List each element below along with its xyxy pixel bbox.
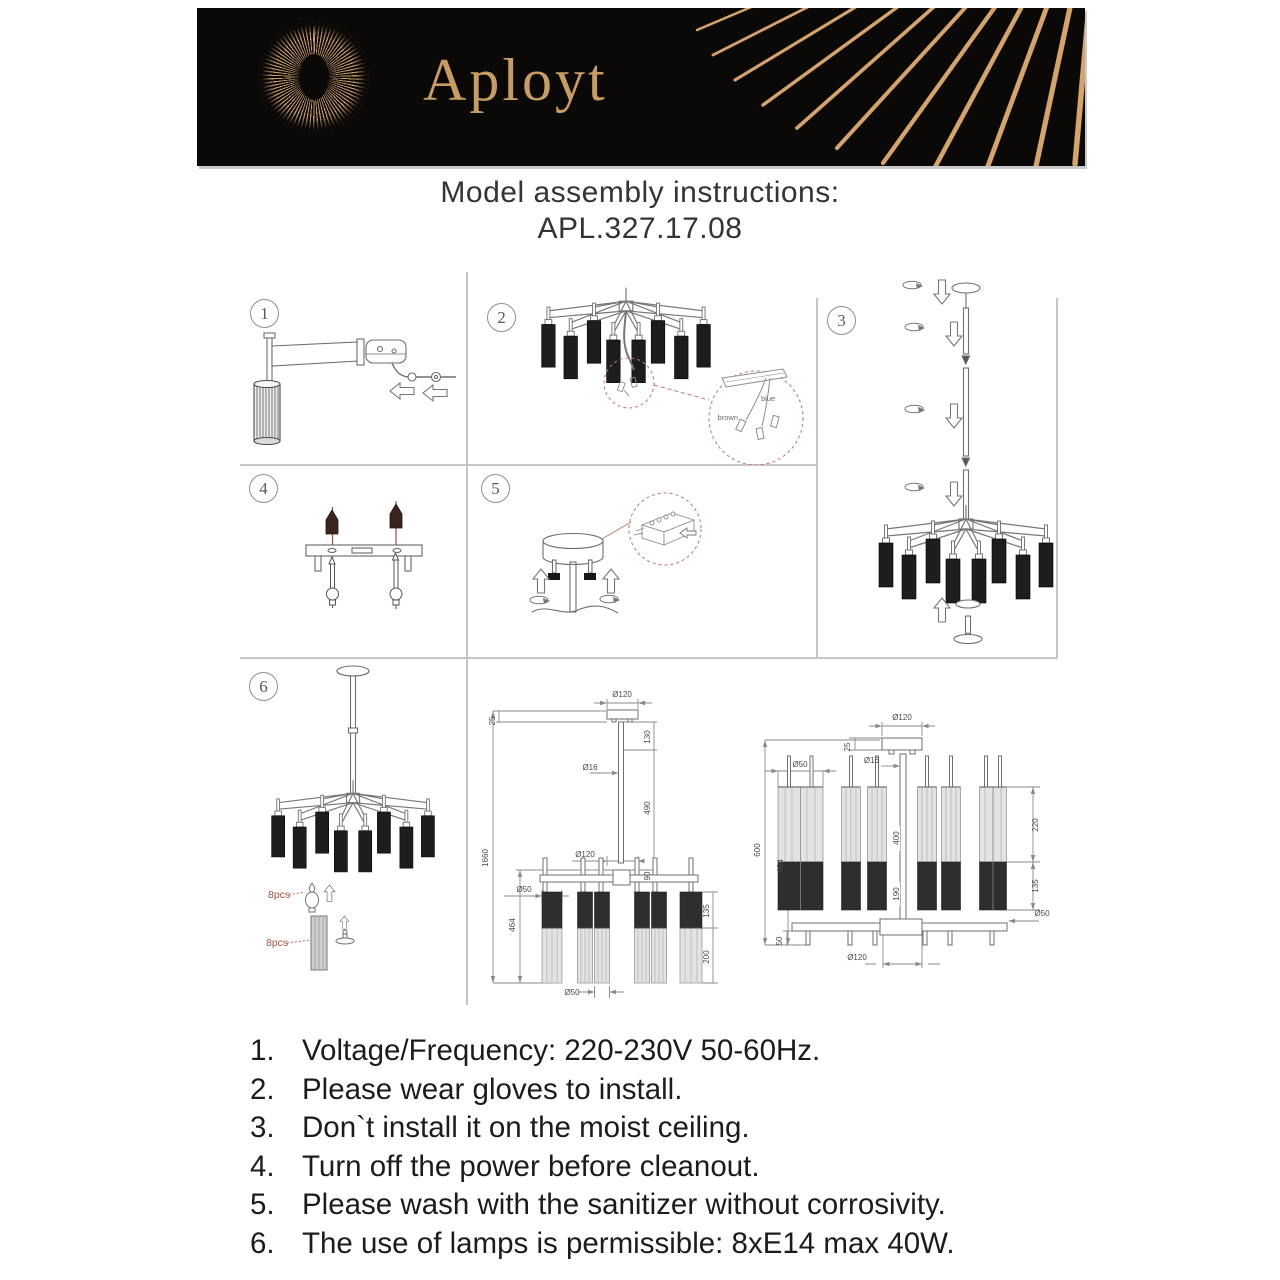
instruction-item-5 (250, 1190, 1110, 1220)
dim-canopy-dia: Ø120 (612, 690, 632, 699)
instruction-text: Voltage/Frequency: 220-230V 50-60Hz. (302, 1034, 821, 1067)
dim-shade-dia: Ø50 (516, 885, 532, 894)
page-title: Model assembly instructions: (440, 176, 840, 209)
instruction-item-2 (250, 1072, 1110, 1106)
dim-stem-len: 190 (892, 887, 901, 901)
instruction-number: 6. (250, 1226, 275, 1260)
sunburst-core (299, 54, 329, 100)
dim-hub-drop: 90 (643, 871, 652, 881)
shade-qty-label: 8pcs (266, 937, 289, 949)
dim-shade-upper: 220 (1031, 818, 1040, 832)
instruction-number: 3. (250, 1111, 275, 1145)
instruction-item-4 (250, 1149, 1110, 1183)
dim-rod-upper: 130 (643, 730, 652, 744)
step-1-diagram (240, 280, 466, 465)
step-6-diagram (240, 658, 460, 1010)
dim-bottom-dia: Ø50 (564, 988, 580, 997)
dim-ceiling-offset: 25 (843, 742, 852, 752)
step-6-badge: 6 (249, 672, 278, 701)
bulb-qty-label: 8pcs (268, 889, 291, 901)
instruction-number: 2. (250, 1072, 275, 1106)
shade-part (254, 381, 280, 445)
dim-rod-len: 400 (892, 831, 901, 845)
instruction-item-6 (250, 1226, 1110, 1260)
brand-header (197, 8, 1085, 166)
wire-label-brown: brown (717, 413, 738, 422)
dim-shade-dia: Ø50 (792, 760, 808, 769)
step-4-badge: 4 (249, 474, 278, 503)
dim-leg-drop: 50 (775, 936, 784, 946)
step-2-diagram (466, 270, 816, 465)
instruction-number: 5. (250, 1188, 275, 1222)
step-3-badge: 3 (827, 306, 856, 335)
dim-hub-dia: Ø120 (847, 953, 867, 962)
model-number: APL.327.17.08 (537, 212, 743, 245)
dim-rod-main: 490 (643, 801, 652, 815)
dim-overall-h: 600 (753, 843, 762, 857)
step-3-diagram (816, 260, 1060, 657)
dim-shade-lower: 200 (702, 950, 711, 964)
dim-hub-dia: Ø120 (575, 850, 595, 859)
brand-name: Aployt (423, 47, 608, 113)
dimension-drawing-front (745, 690, 1060, 1010)
step-4-diagram (240, 465, 466, 657)
dim-rod-dia: Ø16 (582, 763, 598, 772)
step-5-badge: 5 (481, 474, 510, 503)
dim-ceiling-offset: 25 (488, 716, 497, 726)
dimension-drawing-side (466, 680, 746, 1012)
instruction-text: Please wear gloves to install. (302, 1072, 683, 1106)
dim-column-h: 464 (776, 859, 785, 873)
instruction-text: Don`t install it on the moist ceiling. (302, 1111, 750, 1145)
instruction-number: 4. (250, 1149, 275, 1183)
step-1-badge: 1 (250, 299, 279, 328)
instruction-text: Please wash with the sanitizer without corrosivity. (302, 1188, 946, 1222)
instruction-text: Turn off the power before cleanout. (302, 1149, 760, 1183)
dim-column-h: 464 (508, 918, 517, 932)
dim-rod-dia: Ø16 (863, 756, 879, 765)
dim-overall-h: 1660 (481, 849, 490, 867)
instructions-list (250, 1036, 1110, 1268)
instruction-item-1 (250, 1036, 1110, 1066)
step-5-diagram (466, 465, 816, 657)
dim-shade-lower: 135 (1031, 879, 1040, 893)
wire-label-blue: blue (761, 394, 776, 403)
dim-shade-upper: 135 (702, 904, 711, 918)
dim-canopy-dia: Ø120 (892, 713, 912, 722)
instruction-text: The use of lamps is permissible: 8xE14 max 40W. (302, 1226, 955, 1260)
step-2-badge: 2 (487, 303, 516, 332)
instruction-number: 1. (250, 1034, 275, 1067)
instruction-item-3 (250, 1113, 1110, 1143)
dim-side-dia: Ø50 (1034, 909, 1050, 918)
